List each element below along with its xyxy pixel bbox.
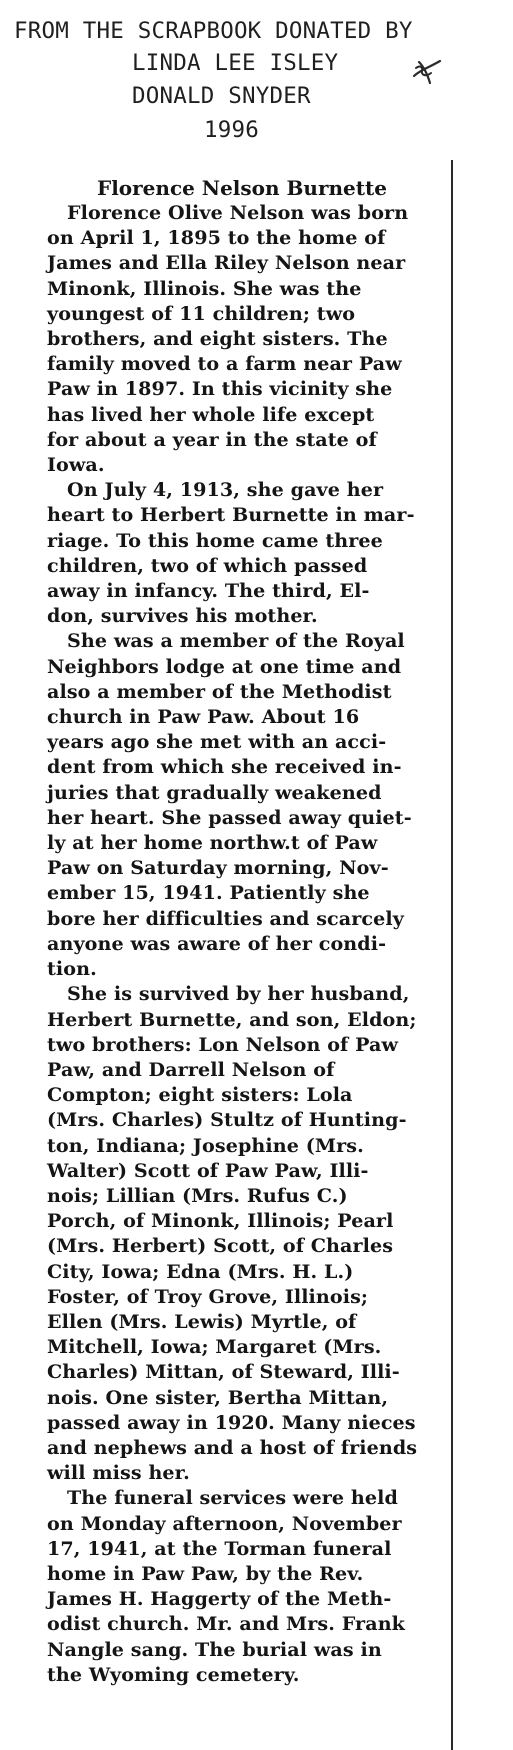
article-line: youngest of 11 children; two [47, 301, 356, 325]
article-line: Neighbors lodge at one time and [47, 654, 402, 678]
column-rule [451, 160, 453, 1750]
article-line: ember 15, 1941. Patiently she [47, 881, 370, 905]
article-line: James H. Haggerty of the Meth- [47, 1587, 392, 1611]
article-line: brothers, and eight sisters. The [47, 327, 388, 351]
header-line-2: LINDA LEE ISLEY [132, 50, 339, 76]
article-line: family moved to a farm near Paw [47, 352, 402, 376]
article-line: on Monday afternoon, November [47, 1511, 402, 1535]
article-line: Herbert Burnette, and son, Eldon; [47, 1007, 417, 1031]
article-line: her heart. She passed away quiet- [47, 805, 412, 829]
article-line: has lived her whole life except [47, 402, 375, 426]
article-line: church in Paw Paw. About 16 [47, 705, 360, 729]
article-line: two brothers: Lon Nelson of Paw [47, 1032, 399, 1056]
article-line: Paw, and Darrell Nelson of [47, 1057, 335, 1081]
article-line: tion. [47, 957, 97, 981]
article-line: away in infancy. The third, El- [47, 579, 370, 603]
article-line: nois; Lillian (Mrs. Rufus C.) [47, 1183, 348, 1207]
article-line: home in Paw Paw, by the Rev. [47, 1561, 364, 1585]
article-line: the Wyoming cemetery. [47, 1662, 300, 1686]
article-line: odist church. Mr. and Mrs. Frank [47, 1612, 405, 1636]
article-line: bore her difficulties and scarcely [47, 906, 404, 930]
header-line-4: 1996 [204, 117, 259, 143]
article-line: Charles) Mittan, of Steward, Illi- [47, 1360, 400, 1384]
article-line: years ago she met with an acci- [47, 730, 387, 754]
article-line: The funeral services were held [67, 1486, 398, 1510]
article-line: children, two of which passed [47, 553, 368, 577]
article-line: Florence Olive Nelson was born [67, 201, 409, 224]
article-line: Compton; eight sisters: Lola [47, 1083, 353, 1107]
article-line: also a member of the Methodist [47, 679, 392, 703]
article-line: juries that gradually weakened [47, 780, 382, 804]
article-line: Ellen (Mrs. Lewis) Myrtle, of [47, 1309, 357, 1333]
article-line: Mitchell, Iowa; Margaret (Mrs. [47, 1335, 382, 1359]
article-line: Porch, of Minonk, Illinois; Pearl [47, 1209, 394, 1233]
article-line: don, survives his mother. [47, 604, 318, 628]
article-line: (Mrs. Herbert) Scott, of Charles [47, 1234, 394, 1258]
article-line: Paw on Saturday morning, Nov- [47, 856, 389, 880]
header-line-1: FROM THE SCRAPBOOK DONATED BY [14, 18, 413, 44]
header-line-3: DONALD SNYDER [132, 83, 311, 109]
article-line: Walter) Scott of Paw Paw, Illi- [47, 1158, 369, 1182]
article-line: on April 1, 1895 to the home of [47, 226, 386, 250]
article-line: will miss her. [47, 1461, 190, 1485]
article-line: (Mrs. Charles) Stultz of Hunting- [47, 1108, 407, 1132]
article-line: ly at her home northw.t of Paw [47, 831, 378, 855]
article-line: nois. One sister, Bertha Mittan, [47, 1385, 389, 1409]
article-line: dent from which she received in- [47, 755, 402, 779]
article-line: James and Ella Riley Nelson near [47, 251, 406, 275]
obituary-body [47, 200, 443, 1687]
article-line: Nangle sang. The burial was in [47, 1637, 382, 1661]
obituary-headline: Florence Nelson Burnette [97, 176, 387, 200]
article-line: Iowa. [47, 453, 105, 477]
article-line: Minonk, Illinois. She was the [47, 276, 362, 300]
article-line: On July 4, 1913, she gave her [67, 478, 384, 502]
article-line: 17, 1941, at the Torman funeral [47, 1536, 392, 1560]
article-line: and nephews and a host of friends [47, 1435, 418, 1459]
article-line: Paw in 1897. In this vicinity she [47, 377, 393, 401]
article-line: ton, Indiana; Josephine (Mrs. [47, 1133, 364, 1157]
article-line: City, Iowa; Edna (Mrs. H. L.) [47, 1259, 354, 1283]
handwritten-ampersand-mark [410, 53, 444, 87]
article-line: riage. To this home came three [47, 528, 383, 552]
article-line: She was a member of the Royal [67, 629, 405, 653]
obituary-article [47, 176, 443, 1687]
article-line: passed away in 1920. Many nieces [47, 1410, 416, 1434]
article-line: Foster, of Troy Grove, Illinois; [47, 1284, 369, 1308]
article-line: anyone was aware of her condi- [47, 931, 387, 955]
article-line: for about a year in the state of [47, 427, 377, 451]
article-line: heart to Herbert Burnette in mar- [47, 503, 415, 527]
article-line: She is survived by her husband, [67, 982, 410, 1006]
